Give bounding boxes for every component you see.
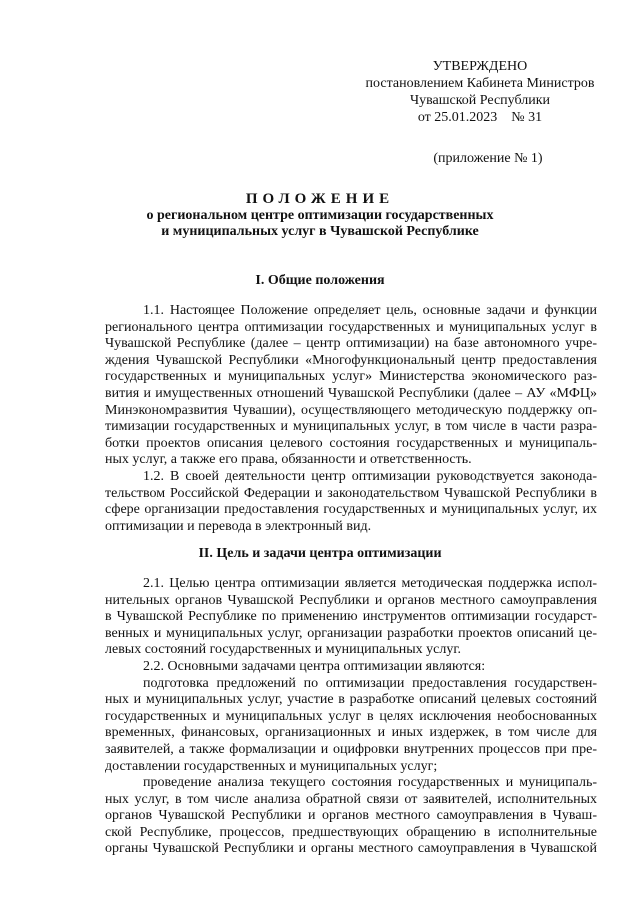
text-line: ных и муниципальных услуг, участие в разработке описаний целевых состояний: [105, 692, 597, 708]
text-line: органов Чувашской Республики и органов местного самоуправления в Чуваш-: [105, 808, 597, 824]
text-line: в Чувашской Республике по применению инструментов оптимизации государст-: [105, 609, 597, 625]
text-line: проведение анализа текущего состояния государственных и муниципаль-: [143, 775, 597, 790]
text-line: государственных и муниципальных услуг» Министерства экономического раз-: [105, 369, 597, 385]
paragraph-1-2: [105, 469, 597, 535]
text-line: ботки проектов описания целевого состояния государственных и муниципаль-: [105, 435, 597, 451]
paragraph-2-2-item-2: [105, 775, 597, 858]
text-line: оптимизации и перевода в электронный вид.: [105, 518, 372, 534]
text-line: ных услуг, а также его права, обязанности и ответственность.: [105, 452, 472, 468]
text-line: тимизации государственных и муниципальных услуг, в том числе в части разра-: [105, 419, 597, 435]
document-subtitle-line-2: и муниципальных услуг в Чувашской Республике: [161, 224, 479, 239]
text-line: заявителей, а также формализации и оцифровки внутренних процессов при пре-: [105, 741, 597, 757]
text-line: левых состояний государственных и муниципальных услуг.: [105, 642, 462, 658]
text-line: ждения Чувашской Республики «Многофункциональный центр предоставления: [105, 352, 597, 368]
approval-title: УТВЕРЖДЕНО: [432, 59, 528, 74]
appendix-label: (приложение № 1): [433, 151, 543, 166]
document-subtitle-line-1: о региональном центре оптимизации государственных: [146, 208, 494, 223]
approval-line-1: постановлением Кабинета Министров: [365, 76, 595, 91]
text-line: тельством Российской Федерации и законодательством Чувашской Республики в: [105, 485, 597, 501]
text-line: доставлении государственных и муниципальных услуг;: [105, 758, 438, 774]
text-line: ных услуг, в том числе анализа обратной связи от заявителей, исполнительных: [105, 791, 597, 807]
paragraph-2-2: [105, 659, 597, 676]
text-line: органы Чувашской Республики и органы местного самоуправления в Чувашской: [105, 841, 597, 857]
approval-stamp: [355, 58, 605, 167]
text-line: государственных и муниципальных услуг в целях исключения необоснованных: [105, 708, 597, 724]
text-line: регионального центра оптимизации государственных и муниципальных услуг в: [105, 319, 597, 335]
approval-line-2: Чувашской Республики: [409, 93, 551, 108]
approval-date-number: от 25.01.2023 № 31: [417, 110, 543, 125]
text-line: вития и имущественных отношений Чувашской Республики (далее – АУ «МФЦ»: [105, 385, 597, 401]
text-line: 1.1. Настоящее Положение определяет цель, основные задачи и функции: [143, 303, 597, 318]
text-line: Минэкономразвития Чувашии), осуществляющего методическую поддержку оп-: [105, 402, 597, 418]
document-title: [0, 190, 640, 240]
paragraph-2-1: [105, 576, 597, 659]
text-line: 1.2. В своей деятельности центр оптимизации руководствуется законода-: [143, 469, 597, 484]
text-line: нительных органов Чувашской Республики и органов местного самоуправления: [105, 592, 597, 608]
paragraph-2-2-item-1: [105, 676, 597, 776]
text-line: ской Республике, процессов, предшествующих обращению в исполнительные: [105, 824, 597, 840]
text-line: венных и муниципальных услуг, организации разработки проектов описаний це-: [105, 625, 597, 641]
text-line: Чувашской Республике (далее – центр оптимизации) на базе автономного учре-: [105, 336, 597, 352]
text-line: 2.1. Целью центра оптимизации является методическая поддержка испол-: [143, 576, 597, 591]
section-2-heading: II. Цель и задачи центра оптимизации: [198, 546, 442, 561]
text-line: временных, финансовых, организационных и иных издержек, в том числе для: [105, 725, 597, 741]
section-1-heading: I. Общие положения: [255, 273, 385, 288]
text-line: сфере организации предоставления государственных и муниципальных услуг, их: [105, 502, 597, 518]
paragraph-1-1: [105, 303, 597, 469]
document-heading: ПОЛОЖЕНИЕ: [245, 191, 395, 207]
text-line: подготовка предложений по оптимизации предоставления государствен-: [143, 675, 597, 691]
text-line: 2.2. Основными задачами центра оптимизации являются:: [143, 659, 486, 674]
